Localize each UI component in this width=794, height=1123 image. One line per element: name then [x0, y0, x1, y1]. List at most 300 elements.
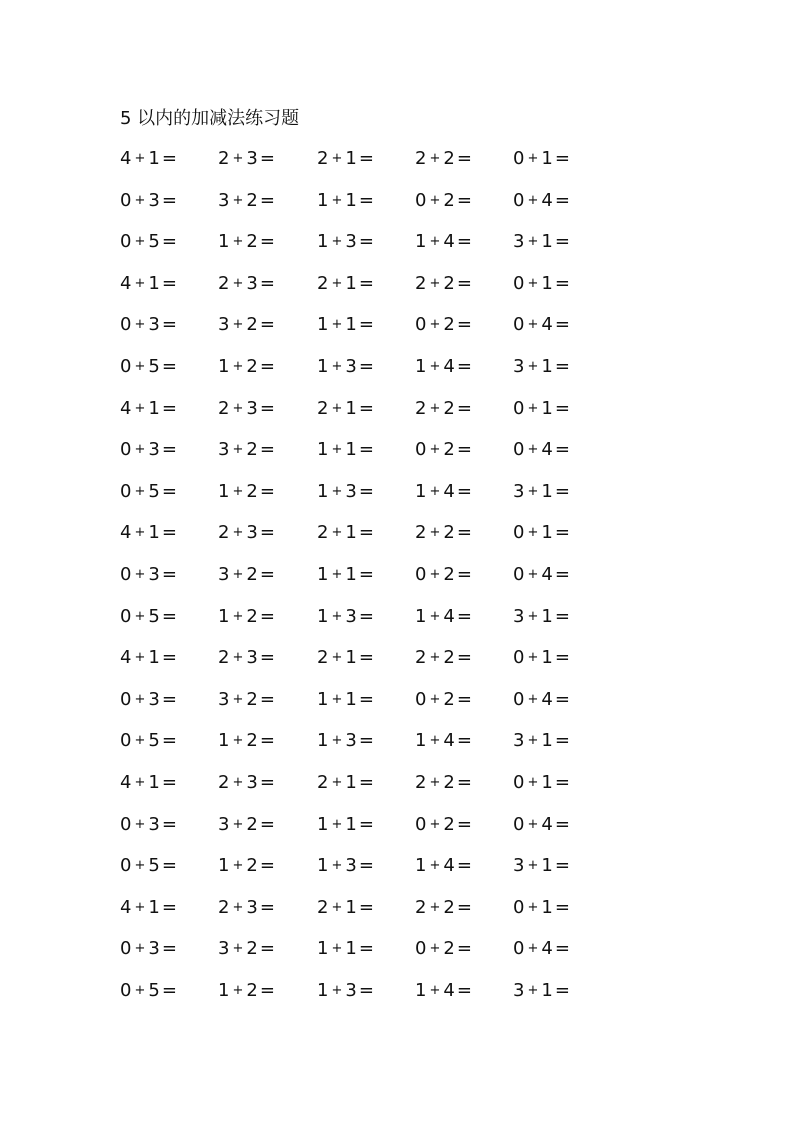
operand-a: 0 [415, 314, 427, 336]
plus-sign: + [134, 774, 146, 790]
plus-sign: + [527, 650, 539, 666]
equals-sign: = [554, 730, 570, 752]
plus-sign: + [429, 566, 441, 582]
operand-a: 0 [513, 563, 525, 585]
plus-sign: + [527, 192, 539, 208]
math-problem [513, 271, 570, 299]
operand-a: 3 [513, 231, 525, 253]
operand-b: 1 [345, 647, 357, 669]
math-problem [120, 895, 177, 923]
operand-b: 3 [345, 979, 357, 1001]
equals-sign: = [554, 397, 570, 419]
operand-a: 4 [120, 397, 132, 419]
plus-sign: + [134, 982, 146, 998]
operand-b: 3 [246, 272, 258, 294]
plus-sign: + [429, 650, 441, 666]
equals-sign: = [456, 979, 472, 1001]
math-problem [218, 271, 275, 299]
operand-a: 2 [415, 896, 427, 918]
equals-sign: = [259, 189, 275, 211]
problem-row [120, 479, 680, 521]
problem-row [120, 188, 680, 230]
operand-a: 1 [317, 730, 329, 752]
equals-sign: = [358, 480, 374, 502]
plus-sign: + [331, 650, 343, 666]
operand-a: 0 [513, 813, 525, 835]
math-problem [120, 188, 177, 216]
equals-sign: = [161, 688, 177, 710]
math-problem [513, 312, 570, 340]
operand-b: 4 [443, 855, 455, 877]
math-problem [317, 645, 374, 673]
math-problem [513, 645, 570, 673]
plus-sign: + [232, 733, 244, 749]
operand-b: 1 [345, 314, 357, 336]
math-problem [415, 645, 472, 673]
operand-a: 2 [218, 647, 230, 669]
math-problem [120, 936, 177, 964]
operand-a: 1 [218, 730, 230, 752]
plus-sign: + [527, 941, 539, 957]
problem-row [120, 895, 680, 937]
math-problem [415, 728, 472, 756]
equals-sign: = [456, 355, 472, 377]
equals-sign: = [456, 189, 472, 211]
problem-row [120, 645, 680, 687]
problem-row [120, 354, 680, 396]
operand-b: 2 [443, 813, 455, 835]
plus-sign: + [232, 816, 244, 832]
operand-a: 2 [218, 771, 230, 793]
equals-sign: = [259, 688, 275, 710]
operand-b: 1 [148, 148, 160, 169]
operand-b: 2 [246, 439, 258, 461]
operand-b: 3 [345, 480, 357, 502]
operand-a: 1 [317, 355, 329, 377]
operand-a: 0 [513, 397, 525, 419]
operand-a: 3 [218, 563, 230, 585]
operand-b: 1 [345, 272, 357, 294]
math-problem [120, 978, 177, 1006]
operand-b: 1 [345, 938, 357, 960]
plus-sign: + [232, 608, 244, 624]
operand-b: 1 [148, 771, 160, 793]
operand-a: 0 [415, 439, 427, 461]
plus-sign: + [134, 733, 146, 749]
plus-sign: + [232, 275, 244, 291]
operand-a: 1 [317, 979, 329, 1001]
math-problem [415, 188, 472, 216]
operand-b: 4 [443, 605, 455, 627]
operand-b: 3 [246, 397, 258, 419]
equals-sign: = [554, 522, 570, 544]
plus-sign: + [331, 317, 343, 333]
math-problem [317, 853, 374, 881]
operand-b: 2 [443, 647, 455, 669]
operand-a: 1 [317, 563, 329, 585]
math-problem [415, 312, 472, 340]
equals-sign: = [161, 771, 177, 793]
plus-sign: + [429, 691, 441, 707]
equals-sign: = [358, 231, 374, 253]
operand-a: 0 [120, 480, 132, 502]
operand-a: 0 [513, 148, 525, 169]
plus-sign: + [232, 566, 244, 582]
math-problem [218, 645, 275, 673]
operand-a: 1 [218, 231, 230, 253]
equals-sign: = [259, 314, 275, 336]
operand-a: 1 [317, 439, 329, 461]
equals-sign: = [161, 730, 177, 752]
problem-row [120, 520, 680, 562]
plus-sign: + [331, 566, 343, 582]
operand-b: 1 [148, 522, 160, 544]
plus-sign: + [527, 275, 539, 291]
equals-sign: = [456, 272, 472, 294]
equals-sign: = [161, 397, 177, 419]
operand-b: 5 [148, 231, 160, 253]
math-problem [415, 520, 472, 548]
equals-sign: = [358, 688, 374, 710]
plus-sign: + [134, 566, 146, 582]
operand-b: 5 [148, 855, 160, 877]
operand-b: 2 [443, 771, 455, 793]
math-problem [317, 312, 374, 340]
operand-a: 0 [415, 688, 427, 710]
operand-a: 0 [120, 189, 132, 211]
operand-b: 5 [148, 355, 160, 377]
equals-sign: = [456, 855, 472, 877]
equals-sign: = [358, 813, 374, 835]
operand-b: 2 [443, 189, 455, 211]
operand-b: 3 [148, 938, 160, 960]
operand-a: 3 [513, 730, 525, 752]
plus-sign: + [527, 566, 539, 582]
plus-sign: + [429, 733, 441, 749]
plus-sign: + [429, 899, 441, 915]
equals-sign: = [161, 605, 177, 627]
equals-sign: = [456, 647, 472, 669]
plus-sign: + [331, 525, 343, 541]
math-problem [218, 687, 275, 715]
math-problem [317, 271, 374, 299]
math-problem [513, 146, 570, 174]
plus-sign: + [429, 192, 441, 208]
math-problem [120, 812, 177, 840]
operand-b: 2 [246, 563, 258, 585]
operand-a: 1 [415, 979, 427, 1001]
operand-a: 0 [415, 813, 427, 835]
operand-b: 3 [246, 647, 258, 669]
problem-row [120, 437, 680, 479]
equals-sign: = [161, 979, 177, 1001]
math-problem [218, 604, 275, 632]
operand-a: 0 [513, 439, 525, 461]
plus-sign: + [527, 733, 539, 749]
operand-b: 3 [148, 688, 160, 710]
plus-sign: + [527, 234, 539, 250]
plus-sign: + [134, 899, 146, 915]
math-problem [513, 687, 570, 715]
operand-b: 3 [148, 439, 160, 461]
operand-a: 0 [513, 938, 525, 960]
operand-b: 5 [148, 605, 160, 627]
plus-sign: + [232, 192, 244, 208]
operand-a: 1 [317, 231, 329, 253]
operand-b: 4 [541, 563, 553, 585]
operand-b: 5 [148, 480, 160, 502]
equals-sign: = [161, 148, 177, 169]
operand-b: 3 [246, 522, 258, 544]
operand-b: 2 [246, 813, 258, 835]
equals-sign: = [358, 771, 374, 793]
problem-row [120, 853, 680, 895]
plus-sign: + [429, 275, 441, 291]
plus-sign: + [232, 774, 244, 790]
plus-sign: + [134, 358, 146, 374]
operand-b: 1 [541, 397, 553, 419]
math-problem [317, 936, 374, 964]
equals-sign: = [456, 563, 472, 585]
operand-a: 1 [317, 688, 329, 710]
operand-b: 4 [443, 730, 455, 752]
operand-b: 2 [443, 397, 455, 419]
math-problem [513, 520, 570, 548]
plus-sign: + [527, 151, 539, 166]
plus-sign: + [527, 317, 539, 333]
operand-b: 1 [345, 896, 357, 918]
operand-a: 1 [415, 355, 427, 377]
operand-b: 1 [345, 397, 357, 419]
math-problem [415, 604, 472, 632]
plus-sign: + [527, 400, 539, 416]
math-problem [120, 520, 177, 548]
operand-b: 1 [541, 771, 553, 793]
operand-b: 2 [246, 189, 258, 211]
operand-a: 0 [513, 647, 525, 669]
plus-sign: + [527, 816, 539, 832]
plus-sign: + [331, 608, 343, 624]
math-problem [415, 437, 472, 465]
math-problem [120, 312, 177, 340]
equals-sign: = [161, 231, 177, 253]
operand-b: 1 [541, 480, 553, 502]
math-problem [120, 604, 177, 632]
operand-b: 1 [541, 522, 553, 544]
equals-sign: = [161, 272, 177, 294]
equals-sign: = [161, 522, 177, 544]
math-problem [415, 936, 472, 964]
operand-b: 1 [148, 397, 160, 419]
operand-a: 3 [218, 688, 230, 710]
math-problem [120, 396, 177, 424]
operand-a: 2 [415, 148, 427, 169]
plus-sign: + [429, 234, 441, 250]
math-problem [513, 396, 570, 424]
problem-row [120, 770, 680, 812]
equals-sign: = [554, 148, 570, 169]
plus-sign: + [331, 358, 343, 374]
operand-a: 0 [120, 938, 132, 960]
plus-sign: + [331, 774, 343, 790]
math-problem [120, 645, 177, 673]
plus-sign: + [134, 608, 146, 624]
operand-a: 0 [120, 314, 132, 336]
plus-sign: + [527, 691, 539, 707]
plus-sign: + [429, 442, 441, 458]
operand-b: 4 [541, 938, 553, 960]
plus-sign: + [134, 275, 146, 291]
plus-sign: + [134, 483, 146, 499]
operand-a: 2 [218, 272, 230, 294]
equals-sign: = [554, 647, 570, 669]
operand-b: 2 [443, 896, 455, 918]
math-problem [218, 188, 275, 216]
equals-sign: = [456, 688, 472, 710]
plus-sign: + [429, 774, 441, 790]
math-problem [120, 853, 177, 881]
math-problem [415, 687, 472, 715]
plus-sign: + [134, 400, 146, 416]
operand-b: 2 [443, 938, 455, 960]
equals-sign: = [358, 563, 374, 585]
plus-sign: + [429, 483, 441, 499]
math-problem [513, 354, 570, 382]
equals-sign: = [259, 605, 275, 627]
equals-sign: = [358, 938, 374, 960]
math-problem [317, 895, 374, 923]
equals-sign: = [259, 522, 275, 544]
plus-sign: + [331, 691, 343, 707]
operand-b: 2 [246, 605, 258, 627]
plus-sign: + [232, 400, 244, 416]
equals-sign: = [259, 979, 275, 1001]
operand-a: 2 [415, 272, 427, 294]
operand-a: 2 [317, 896, 329, 918]
operand-b: 1 [345, 563, 357, 585]
operand-a: 1 [415, 730, 427, 752]
operand-a: 0 [513, 189, 525, 211]
operand-b: 4 [443, 979, 455, 1001]
math-problem [120, 728, 177, 756]
math-problem [513, 562, 570, 590]
math-problem [415, 396, 472, 424]
plus-sign: + [232, 982, 244, 998]
operand-a: 0 [120, 813, 132, 835]
math-problem [513, 479, 570, 507]
equals-sign: = [358, 730, 374, 752]
operand-a: 0 [513, 522, 525, 544]
operand-a: 4 [120, 647, 132, 669]
operand-b: 2 [246, 231, 258, 253]
operand-b: 1 [541, 855, 553, 877]
math-problem [317, 562, 374, 590]
plus-sign: + [134, 650, 146, 666]
math-problem [415, 271, 472, 299]
operand-b: 1 [345, 189, 357, 211]
operand-b: 4 [541, 189, 553, 211]
math-problem [513, 978, 570, 1006]
math-problem [317, 978, 374, 1006]
equals-sign: = [358, 605, 374, 627]
math-problem [513, 229, 570, 257]
operand-a: 1 [415, 855, 427, 877]
operand-b: 2 [443, 439, 455, 461]
operand-b: 2 [443, 688, 455, 710]
math-problem [218, 479, 275, 507]
operand-a: 1 [317, 480, 329, 502]
math-problem [415, 812, 472, 840]
math-problem [513, 437, 570, 465]
plus-sign: + [429, 982, 441, 998]
math-problem [218, 895, 275, 923]
operand-b: 2 [246, 314, 258, 336]
plus-sign: + [232, 525, 244, 541]
operand-a: 2 [317, 148, 329, 169]
operand-a: 0 [120, 605, 132, 627]
plus-sign: + [134, 442, 146, 458]
plus-sign: + [331, 899, 343, 915]
operand-a: 2 [218, 896, 230, 918]
operand-b: 1 [541, 730, 553, 752]
plus-sign: + [331, 192, 343, 208]
equals-sign: = [161, 480, 177, 502]
operand-b: 4 [541, 688, 553, 710]
operand-a: 1 [415, 605, 427, 627]
plus-sign: + [429, 608, 441, 624]
operand-b: 1 [345, 688, 357, 710]
operand-a: 4 [120, 771, 132, 793]
equals-sign: = [456, 938, 472, 960]
operand-b: 1 [541, 979, 553, 1001]
math-problem [218, 312, 275, 340]
operand-b: 1 [541, 272, 553, 294]
equals-sign: = [554, 938, 570, 960]
operand-b: 2 [246, 855, 258, 877]
problem-grid [120, 146, 680, 1019]
operand-b: 2 [246, 480, 258, 502]
operand-a: 2 [317, 272, 329, 294]
operand-b: 3 [345, 855, 357, 877]
operand-b: 2 [246, 355, 258, 377]
operand-a: 0 [513, 771, 525, 793]
problem-row [120, 812, 680, 854]
plus-sign: + [232, 358, 244, 374]
equals-sign: = [554, 688, 570, 710]
plus-sign: + [331, 483, 343, 499]
math-problem [513, 728, 570, 756]
math-problem [120, 562, 177, 590]
equals-sign: = [456, 397, 472, 419]
plus-sign: + [331, 442, 343, 458]
equals-sign: = [161, 896, 177, 918]
equals-sign: = [554, 355, 570, 377]
problem-row [120, 978, 680, 1020]
math-problem [513, 770, 570, 798]
operand-b: 2 [246, 938, 258, 960]
plus-sign: + [134, 691, 146, 707]
operand-a: 4 [120, 522, 132, 544]
math-problem [513, 895, 570, 923]
equals-sign: = [358, 355, 374, 377]
math-problem [317, 396, 374, 424]
operand-b: 1 [148, 896, 160, 918]
problem-row [120, 229, 680, 271]
equals-sign: = [259, 855, 275, 877]
equals-sign: = [358, 439, 374, 461]
math-problem [513, 936, 570, 964]
equals-sign: = [259, 563, 275, 585]
